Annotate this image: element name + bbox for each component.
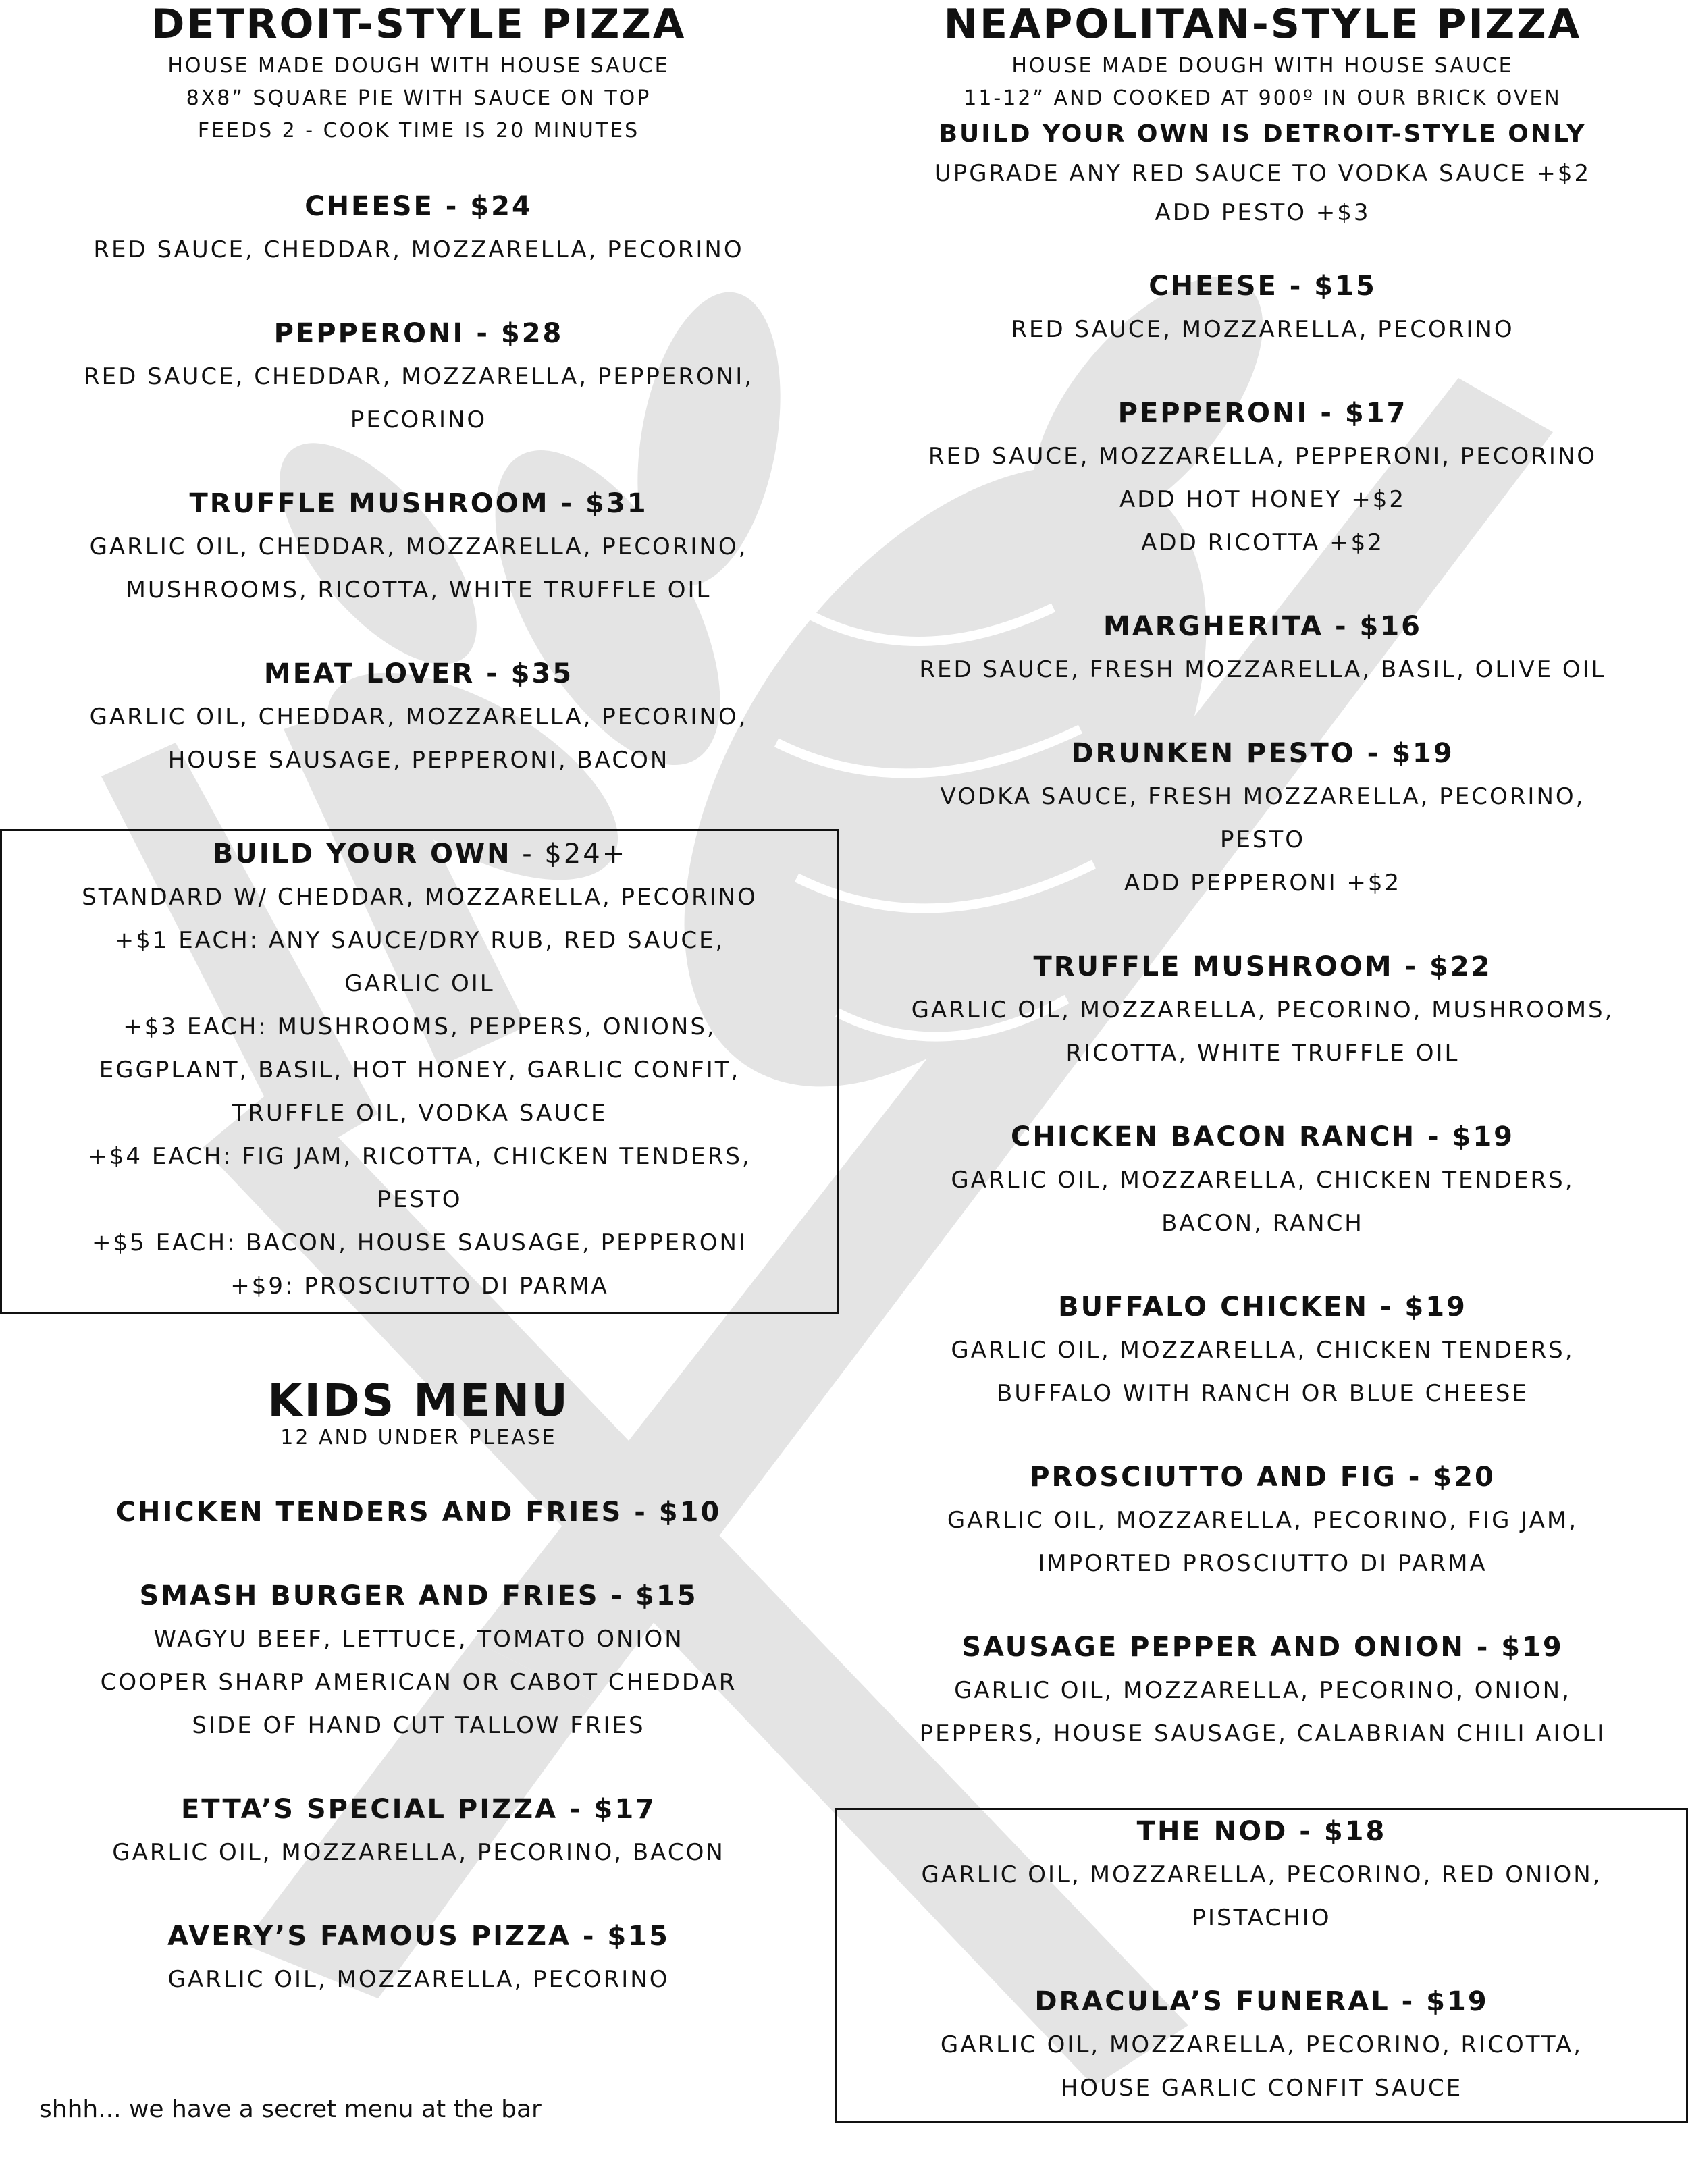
- kids-item-ettas-special: [0, 1788, 837, 1874]
- item-desc: HOUSE GARLIC CONFIT SAUCE: [1060, 2075, 1463, 2102]
- neapolitan-item-sausage-pepper-onion: [837, 1626, 1688, 1755]
- item-desc: RED SAUCE, CHEDDAR, MOZZARELLA, PECORINO: [93, 236, 744, 263]
- byo-line: +$4 EACH: FIG JAM, RICOTTA, CHICKEN TENDERS,: [88, 1143, 751, 1170]
- item-desc: GARLIC OIL, MOZZARELLA, PECORINO, MUSHROOMS,: [911, 996, 1614, 1023]
- item-name: ETTA’S SPECIAL PIZZA - $17: [180, 1794, 657, 1825]
- detroit-item-meat-lover: [0, 652, 837, 782]
- neapolitan-item-prosciutto-fig: [837, 1456, 1688, 1585]
- detroit-item-truffle-mushroom: [0, 482, 837, 612]
- neapolitan-item-drunken-pesto: [837, 732, 1688, 905]
- item-desc: RED SAUCE, MOZZARELLA, PECORINO: [1011, 316, 1514, 343]
- item-desc: PEPPERS, HOUSE SAUSAGE, CALABRIAN CHILI AIOLI: [919, 1720, 1606, 1747]
- byo-line: EGGPLANT, BASIL, HOT HONEY, GARLIC CONFIT,: [99, 1057, 741, 1084]
- item-desc: GARLIC OIL, MOZZARELLA, PECORINO: [167, 1966, 670, 1993]
- detroit-column: [0, 0, 837, 782]
- detroit-sub-2: 8X8” SQUARE PIE WITH SAUCE ON TOP: [186, 86, 652, 110]
- item-name: SAUSAGE PEPPER AND ONION - $19: [961, 1632, 1564, 1663]
- specials-box: [835, 1808, 1688, 2123]
- neapolitan-sub-4: UPGRADE ANY RED SAUCE TO VODKA SAUCE +$2: [934, 160, 1591, 187]
- item-desc: BACON, RANCH: [1161, 1210, 1364, 1237]
- byo-heading: [2, 832, 837, 876]
- item-name: MARGHERITA - $16: [1103, 611, 1422, 642]
- item-desc: RICOTTA, WHITE TRUFFLE OIL: [1065, 1040, 1460, 1067]
- neapolitan-sub-5: ADD PESTO +$3: [1155, 199, 1371, 226]
- item-desc: WAGYU BEEF, LETTUCE, TOMATO ONION: [153, 1626, 684, 1653]
- detroit-sub-3: FEEDS 2 - COOK TIME IS 20 MINUTES: [197, 119, 640, 142]
- kids-item-averys-famous: [0, 1915, 837, 2001]
- byo-price: - $24+: [511, 838, 627, 870]
- item-name: PEPPERONI - $28: [273, 318, 564, 349]
- item-name: THE NOD - $18: [1136, 1816, 1387, 1847]
- detroit-item-cheese: [0, 185, 837, 271]
- item-name: PEPPERONI - $17: [1117, 398, 1408, 429]
- kids-menu-subtitle: 12 AND UNDER PLEASE: [280, 1426, 557, 1449]
- neapolitan-item-pepperoni: [837, 392, 1688, 564]
- byo-name: BUILD YOUR OWN: [212, 838, 512, 870]
- neapolitan-column: [837, 0, 1688, 1755]
- neapolitan-sub-2: 11-12” AND COOKED AT 900º IN OUR BRICK OVEN: [964, 86, 1562, 110]
- byo-line: +$5 EACH: BACON, HOUSE SAUSAGE, PEPPERONI: [92, 1229, 747, 1256]
- item-name: TRUFFLE MUSHROOM - $31: [189, 488, 648, 519]
- byo-line: +$9: PROSCIUTTO DI PARMA: [230, 1273, 609, 1300]
- item-name: TRUFFLE MUSHROOM - $22: [1033, 951, 1492, 982]
- item-desc: GARLIC OIL, MOZZARELLA, CHICKEN TENDERS,: [951, 1167, 1575, 1194]
- item-name: CHICKEN BACON RANCH - $19: [1010, 1121, 1514, 1152]
- byo-line: TRUFFLE OIL, VODKA SAUCE: [232, 1100, 608, 1127]
- kids-item-tenders: [0, 1491, 837, 1534]
- item-desc: ADD RICOTTA +$2: [1141, 529, 1384, 556]
- neapolitan-item-truffle-mushroom: [837, 945, 1688, 1075]
- item-desc: VODKA SAUCE, FRESH MOZZARELLA, PECORINO,: [940, 783, 1585, 810]
- item-name: MEAT LOVER - $35: [263, 658, 574, 689]
- item-name: PROSCIUTTO AND FIG - $20: [1030, 1462, 1496, 1493]
- item-name: BUFFALO CHICKEN - $19: [1058, 1291, 1467, 1323]
- item-desc: RED SAUCE, CHEDDAR, MOZZARELLA, PEPPERONI,: [83, 363, 754, 390]
- item-desc: RED SAUCE, MOZZARELLA, PEPPERONI, PECORINO: [928, 443, 1598, 470]
- item-desc: MUSHROOMS, RICOTTA, WHITE TRUFFLE OIL: [126, 577, 712, 604]
- item-desc: GARLIC OIL, MOZZARELLA, PECORINO, RED ONION,: [921, 1861, 1602, 1888]
- byo-line: GARLIC OIL: [344, 970, 495, 997]
- item-desc: BUFFALO WITH RANCH OR BLUE CHEESE: [997, 1380, 1529, 1407]
- item-desc: PISTACHIO: [1192, 1905, 1331, 1932]
- kids-menu-section: [0, 1377, 837, 2001]
- special-item-draculas-funeral: [837, 1980, 1686, 2110]
- item-name: SMASH BURGER AND FRIES - $15: [139, 1580, 698, 1612]
- item-desc: GARLIC OIL, MOZZARELLA, PECORINO, ONION,: [954, 1677, 1571, 1704]
- neapolitan-sub-3: BUILD YOUR OWN IS DETROIT-STYLE ONLY: [939, 120, 1587, 148]
- item-desc: ADD PEPPERONI +$2: [1124, 870, 1402, 897]
- detroit-sub-1: HOUSE MADE DOUGH WITH HOUSE SAUCE: [167, 54, 670, 78]
- neapolitan-item-margherita: [837, 605, 1688, 691]
- byo-line: +$1 EACH: ANY SAUCE/DRY RUB, RED SAUCE,: [114, 927, 725, 954]
- neapolitan-item-cheese: [837, 265, 1688, 351]
- neapolitan-item-chicken-bacon-ranch: [837, 1115, 1688, 1245]
- item-desc: GARLIC OIL, CHEDDAR, MOZZARELLA, PECORINO,: [89, 703, 748, 730]
- item-name: CHEESE - $15: [1149, 271, 1377, 302]
- kids-item-smash-burger: [0, 1574, 837, 1747]
- detroit-item-pepperoni: [0, 312, 837, 442]
- item-desc: PESTO: [1219, 826, 1306, 853]
- item-desc: GARLIC OIL, MOZZARELLA, PECORINO, BACON: [112, 1839, 725, 1866]
- kids-menu-title: KIDS MENU: [267, 1375, 570, 1427]
- secret-menu-note: shhh... we have a secret menu at the bar: [39, 2096, 542, 2123]
- item-desc: COOPER SHARP AMERICAN OR CABOT CHEDDAR: [100, 1669, 737, 1696]
- item-desc: GARLIC OIL, MOZZARELLA, CHICKEN TENDERS,: [951, 1337, 1575, 1364]
- neapolitan-title: NEAPOLITAN-STYLE PIZZA: [943, 1, 1582, 48]
- item-name: DRUNKEN PESTO - $19: [1071, 738, 1454, 769]
- item-name: CHICKEN TENDERS AND FRIES - $10: [115, 1497, 722, 1528]
- item-desc: ADD HOT HONEY +$2: [1119, 486, 1406, 513]
- detroit-title: DETROIT-STYLE PIZZA: [151, 1, 687, 48]
- item-desc: GARLIC OIL, CHEDDAR, MOZZARELLA, PECORINO,: [89, 533, 748, 560]
- item-desc: HOUSE SAUSAGE, PEPPERONI, BACON: [167, 747, 670, 774]
- special-item-the-nod: [837, 1810, 1686, 1940]
- item-desc: SIDE OF HAND CUT TALLOW FRIES: [192, 1712, 645, 1739]
- item-desc: PECORINO: [350, 406, 487, 433]
- item-name: DRACULA’S FUNERAL - $19: [1034, 1986, 1489, 2017]
- byo-line: +$3 EACH: MUSHROOMS, PEPPERS, ONIONS,: [123, 1013, 716, 1040]
- neapolitan-item-buffalo-chicken: [837, 1285, 1688, 1415]
- item-name: AVERY’S FAMOUS PIZZA - $15: [167, 1921, 670, 1952]
- neapolitan-sub-1: HOUSE MADE DOUGH WITH HOUSE SAUCE: [1011, 54, 1514, 78]
- item-desc: GARLIC OIL, MOZZARELLA, PECORINO, FIG JAM,: [947, 1507, 1579, 1534]
- build-your-own-box: [0, 829, 839, 1314]
- item-desc: RED SAUCE, FRESH MOZZARELLA, BASIL, OLIVE OIL: [919, 656, 1606, 683]
- byo-line: STANDARD W/ CHEDDAR, MOZZARELLA, PECORINO: [82, 884, 758, 911]
- item-name: CHEESE - $24: [305, 191, 533, 222]
- byo-line: PESTO: [377, 1186, 463, 1213]
- item-desc: IMPORTED PROSCIUTTO DI PARMA: [1038, 1550, 1487, 1577]
- item-desc: GARLIC OIL, MOZZARELLA, PECORINO, RICOTTA,: [940, 2031, 1583, 2058]
